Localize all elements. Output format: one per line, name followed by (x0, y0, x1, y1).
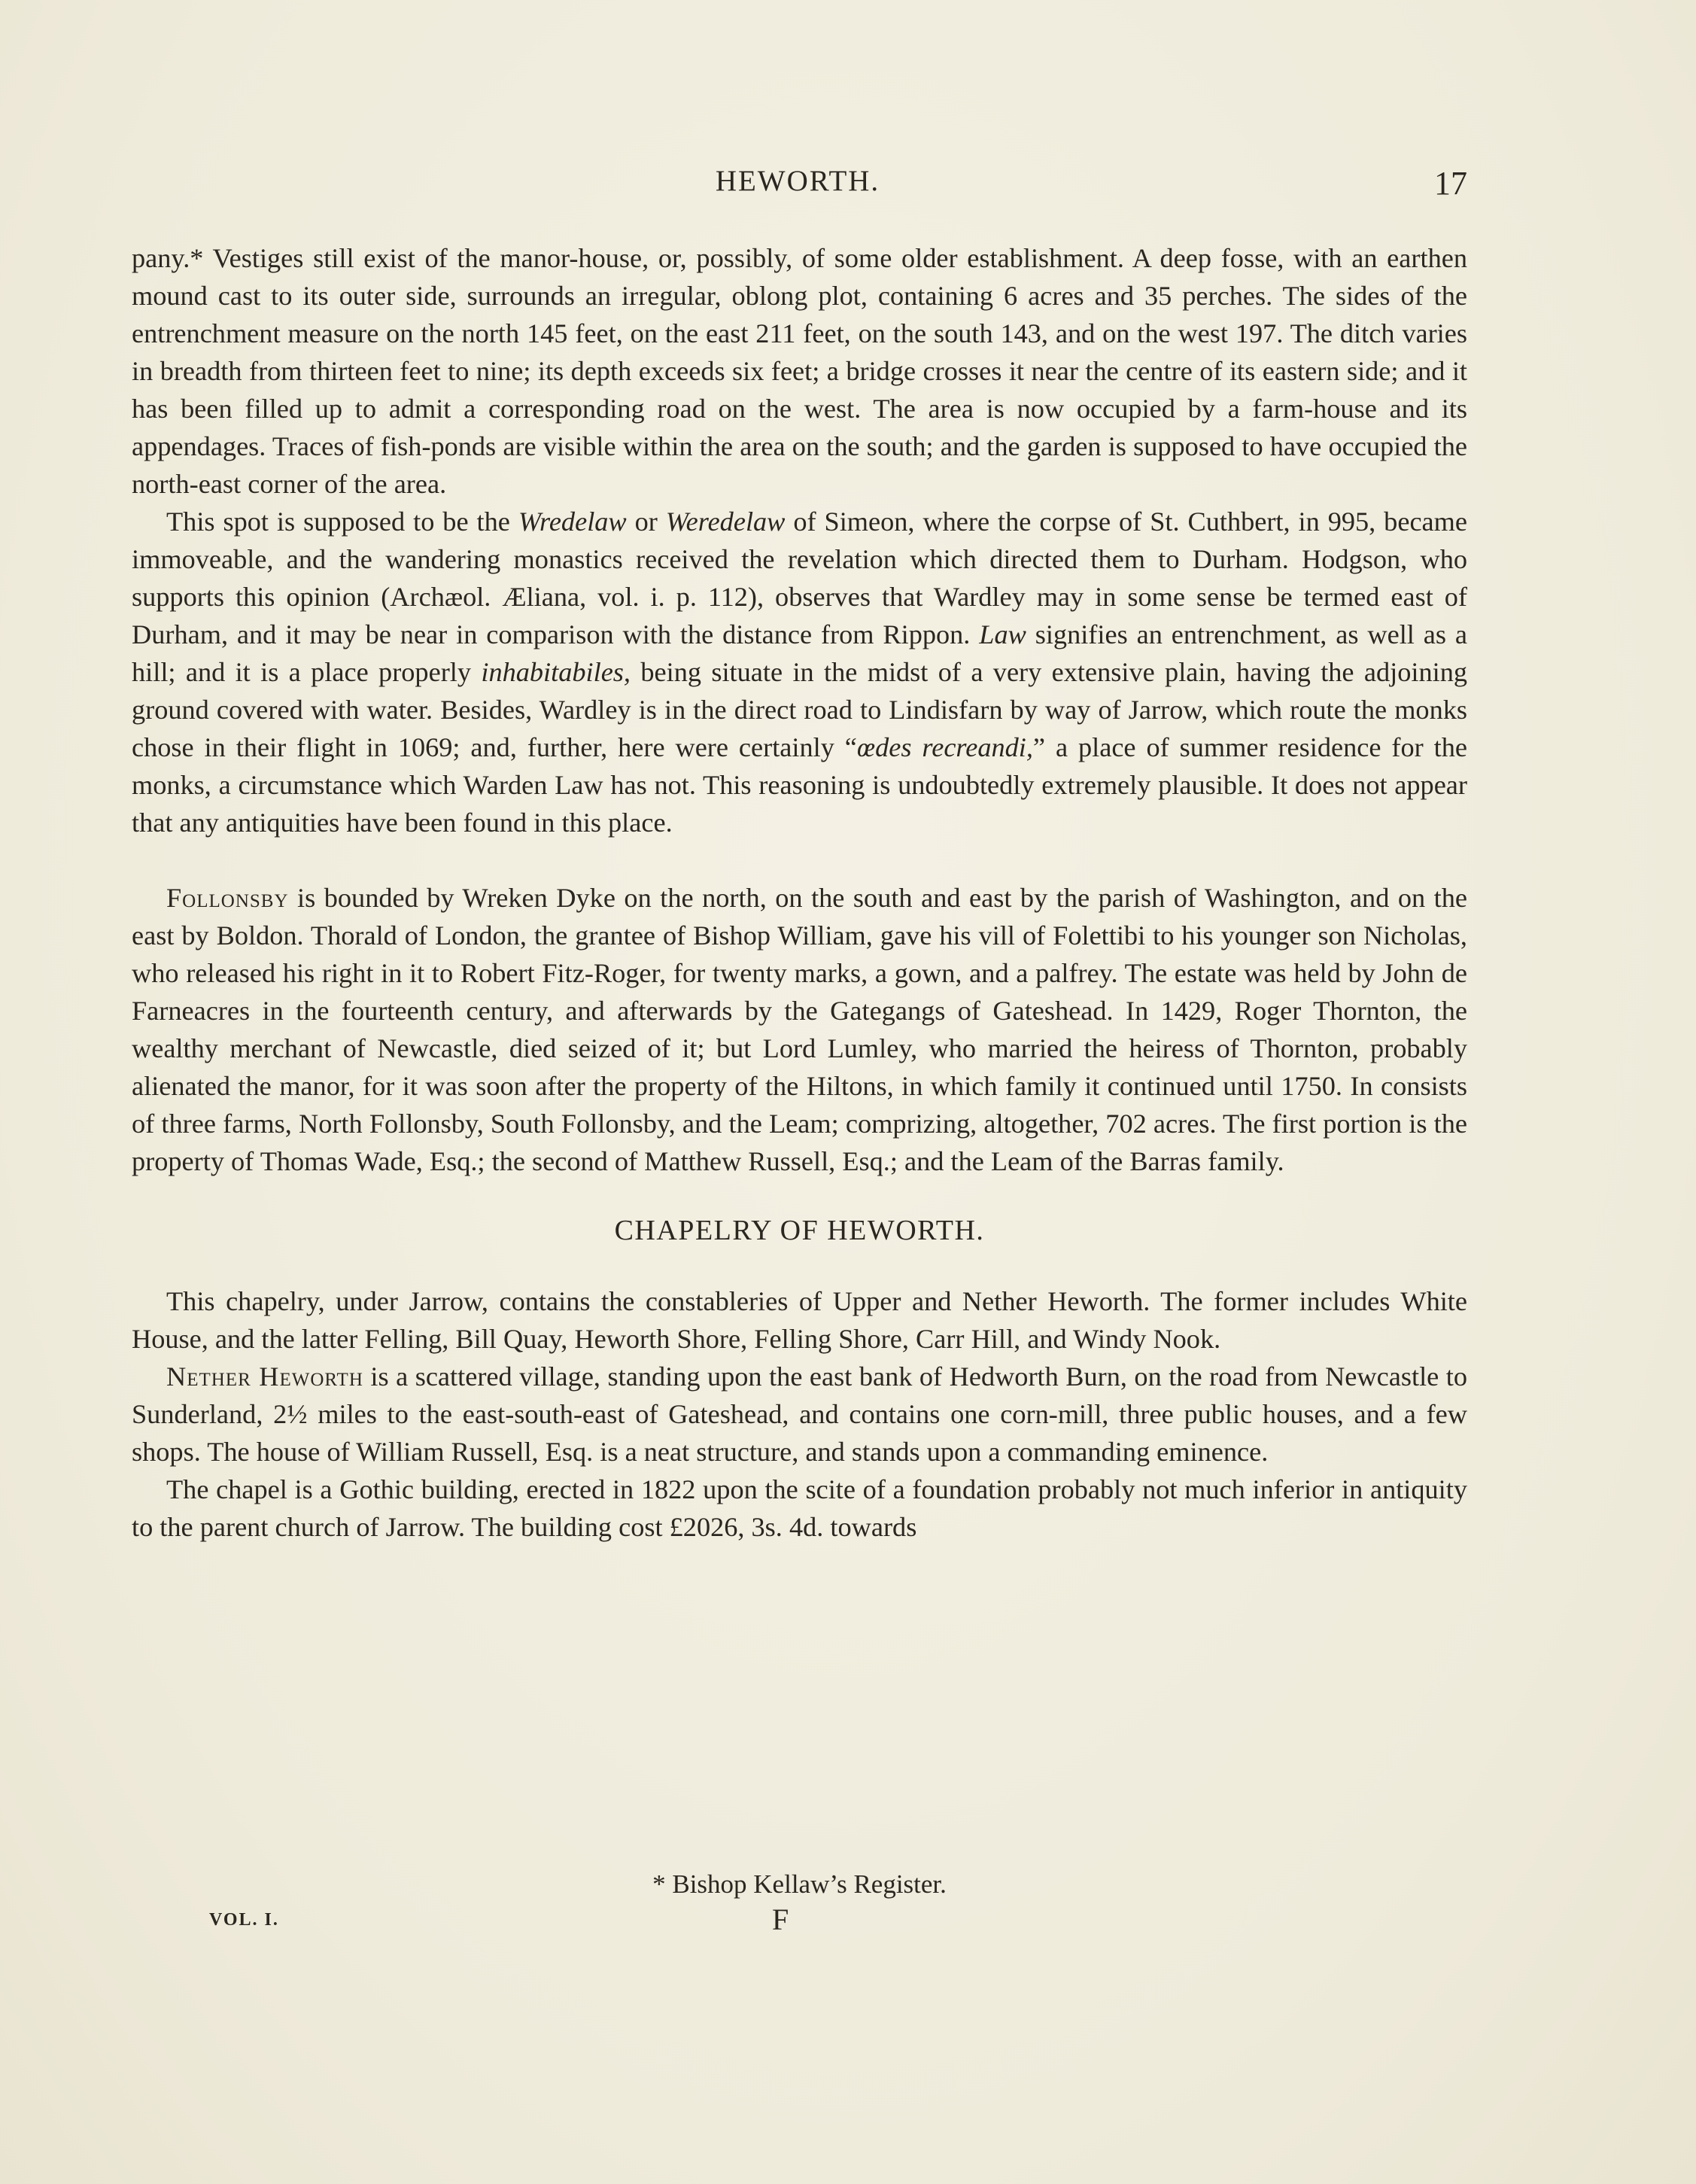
body-text (132, 239, 1467, 1546)
paragraph-follonsby (132, 879, 1467, 1180)
text-run: of Simeon, where the corpse of St. Cuthbert, in 995, became immoveable, and the wandering monastics received the revelation which directed them to Durham. Hodgson, who supports this opinion (Archæol. Æliana, vol. i. p. 112), observes that Wardley may in some sense be termed east of Durham, and it may be near in comparison with the distance from Rippon. (132, 506, 1468, 649)
running-head (128, 164, 1467, 209)
smallcaps-nether-heworth: Nether Heworth (166, 1361, 363, 1392)
text-run: is a scattered village, standing upon the east bank of Hedworth Burn, on the road from Newcastle to Sunderland, 2½ miles to the east-south-east of Gateshead, and contains one corn-mill, three public houses, and a few shops. The house of William Russell, Esq. is a neat structure, and stands upon a commanding eminence. (132, 1361, 1467, 1467)
footnote: * Bishop Kellaw’s Register. (652, 1869, 947, 1899)
italic-oedes-recreandi: œdes recreandi, (856, 732, 1033, 762)
text-run: is bounded by Wreken Dyke on the north, on the south and east by the parish of Washington, and on the east by Boldon. Thorald of London, the grantee of Bishop William, gave his vill of Folettibi to his younger son Nicholas, who released his right in it to Robert Fitz-Roger, for twenty marks, a gown, and a palfrey. The estate was held by John de Farneacres in the fourteenth century, and afterwards by the Gategangs of Gateshead. In 1429, Roger Thornton, the wealthy merchant of Newcastle, died seized of it; but Lord Lumley, who married the heiress of Thornton, probably alienated the manor, for it was soon after the property of the Hiltons, in which family it continued until 1750. In consists of three farms, North Follonsby, South Follonsby, and the Leam; comprizing, altogether, 702 acres. The first portion is the property of Thomas Wade, Esq.; the second of Matthew Russell, Esq.; and the Leam of the Barras family. (132, 883, 1467, 1176)
section-heading: CHAPELRY OF HEWORTH. (614, 1215, 985, 1246)
volume-mark: VOL. I. (209, 1910, 279, 1930)
running-title: HEWORTH. (715, 165, 880, 197)
paragraph-wardley-earthwork: pany.* Vestiges still exist of the manor-house, or, possibly, of some older establishment. A deep fosse, with an earthen mound cast to its outer side, surrounds an irregular, oblong plot, containing 6 acres and 35 perches. The sides of the entrenchment measure on the north 145 feet, on the east 211 feet, on the south 143, and on the west 197. The ditch varies in breadth from thirteen feet to nine; its depth exceeds six feet; a bridge crosses it near the centre of its eastern side; and it has been filled up to admit a corresponding road on the west. The area is now occupied by a farm-house and its appendages. Traces of fish-ponds are visible within the area on the south; and the garden is supposed to have occupied the north-east corner of the area. (132, 243, 1467, 499)
paragraph-wredelaw (132, 503, 1467, 841)
paragraph-chapel: The chapel is a Gothic building, erected in 1822 upon the scite of a foundation probably not much inferior in antiquity to the parent church of Jarrow. The building cost £2026, 3s. 4d. towards (132, 1474, 1467, 1542)
smallcaps-follonsby: Follonsby (166, 883, 289, 913)
paragraph-chapelry: This chapelry, under Jarrow, contains the constableries of Upper and Nether Heworth. The former includes White House, and the latter Felling, Bill Quay, Heworth Shore, Felling Shore, Carr Hill, and Windy Nook. (132, 1286, 1467, 1354)
text-run: signifies an entrenchment, as well as a hill; and it is a place properly (132, 619, 1467, 687)
signature-mark: F (772, 1903, 789, 1936)
italic-weredelaw: Weredelaw (665, 506, 786, 537)
italic-wredelaw: Wredelaw (518, 506, 627, 537)
paragraph-nether-heworth (132, 1358, 1467, 1471)
page-number: 17 (1434, 165, 1467, 202)
text-run: This spot is supposed to be the (166, 506, 518, 537)
text-run: ” a place of summer residence for the monks, a circumstance which Warden Law has not. This reasoning is undoubtedly extremely plausible. It does not appear that any antiquities have been found in this place. (132, 732, 1467, 838)
text-run: being situate in the midst of a very extensive plain, having the adjoining ground covered with water. Besides, Wardley is in the direct road to Lindisfarn by way of Jarrow, which route the monks chose in their flight in 1069; and, further, here were certainly “ (132, 657, 1467, 762)
italic-inhabitabiles: inhabitabiles, (481, 657, 631, 687)
italic-law: Law (979, 619, 1026, 649)
text-run: or (626, 506, 666, 537)
